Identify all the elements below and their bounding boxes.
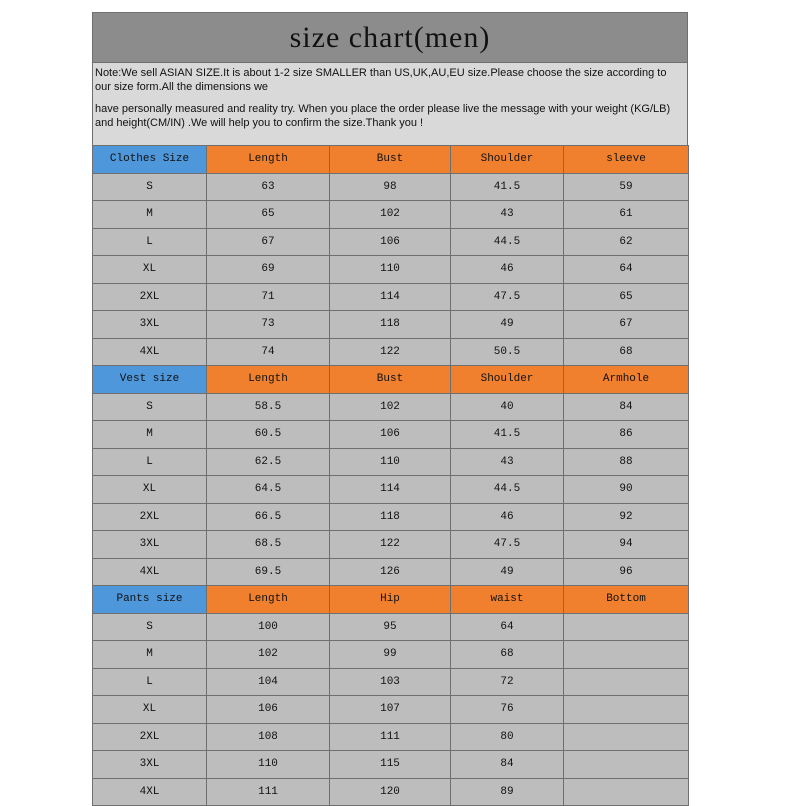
section-label: Vest size (93, 366, 207, 394)
measurement-cell: 62 (564, 228, 689, 256)
measurement-cell: 107 (330, 696, 451, 724)
measurement-cell: 65 (564, 283, 689, 311)
measurement-cell: 108 (207, 723, 330, 751)
table-row (93, 256, 689, 284)
measurement-cell: 122 (330, 338, 451, 366)
measurement-cell: 92 (564, 503, 689, 531)
measurement-cell: 68.5 (207, 531, 330, 559)
table-row (93, 448, 689, 476)
table-row (93, 613, 689, 641)
size-label: S (93, 173, 207, 201)
size-label: XL (93, 476, 207, 504)
measurement-cell: 66.5 (207, 503, 330, 531)
measurement-cell: 43 (451, 201, 564, 229)
measurement-cell: 59 (564, 173, 689, 201)
measurement-cell: 47.5 (451, 531, 564, 559)
measurement-cell: 90 (564, 476, 689, 504)
size-chart-sheet (92, 12, 688, 806)
measurement-cell (564, 641, 689, 669)
section-label: Clothes Size (93, 146, 207, 174)
table-row (93, 228, 689, 256)
measurement-cell: 98 (330, 173, 451, 201)
column-header: Length (207, 586, 330, 614)
measurement-cell: 50.5 (451, 338, 564, 366)
measurement-cell: 49 (451, 311, 564, 339)
size-label: 4XL (93, 778, 207, 806)
column-header: Hip (330, 586, 451, 614)
measurement-cell: 49 (451, 558, 564, 586)
measurement-cell: 69.5 (207, 558, 330, 586)
measurement-cell: 64.5 (207, 476, 330, 504)
size-label: XL (93, 696, 207, 724)
size-label: M (93, 201, 207, 229)
measurement-cell: 89 (451, 778, 564, 806)
measurement-cell: 115 (330, 751, 451, 779)
size-label: 2XL (93, 283, 207, 311)
measurement-cell: 67 (207, 228, 330, 256)
measurement-cell: 60.5 (207, 421, 330, 449)
table-row (93, 393, 689, 421)
measurement-cell: 110 (207, 751, 330, 779)
section-label: Pants size (93, 586, 207, 614)
table-row (93, 338, 689, 366)
measurement-cell: 63 (207, 173, 330, 201)
measurement-cell: 94 (564, 531, 689, 559)
measurement-cell: 40 (451, 393, 564, 421)
table-row (93, 476, 689, 504)
table-row (93, 311, 689, 339)
table-row (93, 558, 689, 586)
column-header: waist (451, 586, 564, 614)
measurement-cell: 106 (330, 228, 451, 256)
size-label: M (93, 421, 207, 449)
measurement-cell: 114 (330, 476, 451, 504)
measurement-cell: 118 (330, 503, 451, 531)
measurement-cell: 62.5 (207, 448, 330, 476)
table-row (93, 696, 689, 724)
measurement-cell: 111 (330, 723, 451, 751)
measurement-cell: 69 (207, 256, 330, 284)
measurement-cell: 84 (451, 751, 564, 779)
column-header: sleeve (564, 146, 689, 174)
column-header: Bust (330, 366, 451, 394)
size-table (92, 145, 689, 806)
measurement-cell: 46 (451, 503, 564, 531)
size-label: 3XL (93, 311, 207, 339)
measurement-cell: 64 (451, 613, 564, 641)
size-label: 4XL (93, 558, 207, 586)
measurement-cell: 122 (330, 531, 451, 559)
measurement-cell: 43 (451, 448, 564, 476)
column-header: Bust (330, 146, 451, 174)
note-line-2: have personally measured and reality try. When you place the order please live the message with your weight (KG/LB) and height(CM/IN) .We will help you to confirm the size.Thank you ! (95, 103, 671, 129)
measurement-cell: 102 (207, 641, 330, 669)
measurement-cell: 76 (451, 696, 564, 724)
measurement-cell: 100 (207, 613, 330, 641)
size-label: M (93, 641, 207, 669)
measurement-cell (564, 723, 689, 751)
measurement-cell: 68 (451, 641, 564, 669)
size-label: XL (93, 256, 207, 284)
section-header-row (93, 586, 689, 614)
table-row (93, 503, 689, 531)
measurement-cell: 64 (564, 256, 689, 284)
measurement-cell: 111 (207, 778, 330, 806)
measurement-cell: 41.5 (451, 173, 564, 201)
measurement-cell: 73 (207, 311, 330, 339)
size-label: L (93, 448, 207, 476)
table-row (93, 173, 689, 201)
table-row (93, 201, 689, 229)
chart-title: size chart(men) (92, 12, 688, 63)
measurement-cell: 61 (564, 201, 689, 229)
column-header: Armhole (564, 366, 689, 394)
column-header: Shoulder (451, 146, 564, 174)
measurement-cell: 102 (330, 201, 451, 229)
measurement-cell (564, 696, 689, 724)
measurement-cell (564, 668, 689, 696)
size-label: L (93, 668, 207, 696)
measurement-cell: 67 (564, 311, 689, 339)
table-row (93, 531, 689, 559)
size-label: S (93, 393, 207, 421)
size-label: S (93, 613, 207, 641)
table-row (93, 421, 689, 449)
measurement-cell (564, 751, 689, 779)
measurement-cell: 88 (564, 448, 689, 476)
measurement-cell: 120 (330, 778, 451, 806)
measurement-cell (564, 613, 689, 641)
measurement-cell: 104 (207, 668, 330, 696)
size-table-body (93, 146, 689, 806)
measurement-cell: 47.5 (451, 283, 564, 311)
size-label: 3XL (93, 531, 207, 559)
size-label: L (93, 228, 207, 256)
size-label: 3XL (93, 751, 207, 779)
column-header: Shoulder (451, 366, 564, 394)
table-row (93, 641, 689, 669)
measurement-cell: 114 (330, 283, 451, 311)
measurement-cell: 44.5 (451, 228, 564, 256)
measurement-cell: 58.5 (207, 393, 330, 421)
measurement-cell: 118 (330, 311, 451, 339)
table-row (93, 723, 689, 751)
measurement-cell: 80 (451, 723, 564, 751)
measurement-cell: 110 (330, 256, 451, 284)
measurement-cell: 44.5 (451, 476, 564, 504)
measurement-cell: 126 (330, 558, 451, 586)
measurement-cell: 106 (207, 696, 330, 724)
size-label: 2XL (93, 503, 207, 531)
column-header: Bottom (564, 586, 689, 614)
section-header-row (93, 146, 689, 174)
measurement-cell: 71 (207, 283, 330, 311)
section-header-row (93, 366, 689, 394)
measurement-cell: 86 (564, 421, 689, 449)
size-note (92, 63, 688, 145)
table-row (93, 778, 689, 806)
size-label: 2XL (93, 723, 207, 751)
measurement-cell: 103 (330, 668, 451, 696)
size-label: 4XL (93, 338, 207, 366)
measurement-cell: 99 (330, 641, 451, 669)
measurement-cell: 110 (330, 448, 451, 476)
column-header: Length (207, 146, 330, 174)
table-row (93, 751, 689, 779)
measurement-cell: 74 (207, 338, 330, 366)
measurement-cell: 46 (451, 256, 564, 284)
measurement-cell: 41.5 (451, 421, 564, 449)
measurement-cell: 84 (564, 393, 689, 421)
measurement-cell: 95 (330, 613, 451, 641)
measurement-cell: 106 (330, 421, 451, 449)
table-row (93, 668, 689, 696)
table-row (93, 283, 689, 311)
column-header: Length (207, 366, 330, 394)
measurement-cell: 68 (564, 338, 689, 366)
measurement-cell: 102 (330, 393, 451, 421)
measurement-cell: 65 (207, 201, 330, 229)
measurement-cell (564, 778, 689, 806)
note-line-1: Note:We sell ASIAN SIZE.It is about 1-2 size SMALLER than US,UK,AU,EU size.Please choose the size according to our size form.All the dimensions we (95, 67, 667, 93)
measurement-cell: 96 (564, 558, 689, 586)
measurement-cell: 72 (451, 668, 564, 696)
